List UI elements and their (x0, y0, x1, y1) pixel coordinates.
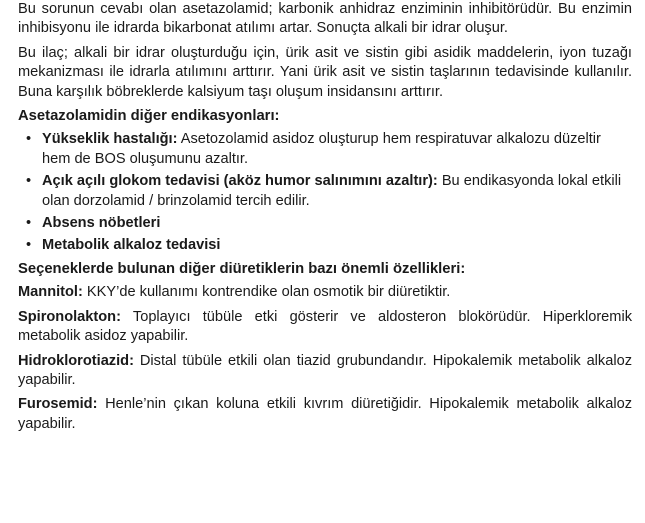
drug-name: Spironolakton: (18, 308, 121, 325)
paragraph-ion-trapping: Bu ilaç; alkali bir idrar oluşturduğu için, ürik asit ve sistin gibi asidik maddelerin, iyon tuzağı mekanizması ile idrarla atılımını arttırır. Yani ürik asit ve sistin taşlarının tedavisinde kullanılır. Buna karşılık böbreklerde kalsiyum taşı oluşum insidansını arttırır. (18, 44, 632, 100)
drug-text: Distal tübüle etkili olan tiazid grubundandır. Hipokalemik metabolik alkaloz yapabilir. (18, 352, 632, 388)
drug-text: Henle’nin çıkan koluna etkili kıvrım diüretiğidir. Hipokalemik metabolik alkaloz yapabilir. (18, 396, 632, 432)
document-page (18, 0, 632, 439)
drug-text: KKY’de kullanımı kontrendike olan osmotik bir diüretiktir. (82, 284, 451, 301)
indications-list (18, 130, 632, 255)
bullet-icon: • (26, 215, 32, 232)
bullet-icon: • (26, 131, 32, 148)
list-item (18, 236, 632, 255)
indications-heading: Asetazolamidin diğer endikasyonları: (18, 108, 280, 125)
drug-text: Toplayıcı tübüle etki gösterir ve aldosteron blokörüdür. Hiperkloremik metabolik asidoz yapabilir. (18, 308, 632, 345)
item-text: Bu endikasyonda lokal etkili olan dorzolamid / brinzolamid tercih edilir. (42, 173, 622, 209)
paragraph-mechanism: Bu sorunun cevabı olan asetazolamid; karbonik anhidraz enziminin inhibitörüdür. Bu enzimin inhibisyonu ile idrarda bikarbonat atılımı artar. Sonuçta alkali bir idrar oluşur. (18, 1, 632, 37)
list-item (18, 214, 632, 233)
list-item (18, 172, 632, 211)
drug-name: Furosemid: (18, 396, 98, 413)
item-title: Absens nöbetleri (42, 215, 161, 232)
drug-entry-mannitol (18, 283, 632, 302)
list-item (18, 130, 632, 169)
drug-entry-hidroklorotiazid (18, 352, 632, 391)
diuretics-heading: Seçeneklerde bulunan diğer diüretiklerin bazı önemli özellikleri: (18, 260, 466, 277)
bullet-icon: • (26, 237, 32, 254)
drug-name: Hidroklorotiazid: (18, 352, 134, 369)
item-title: Metabolik alkaloz tedavisi (42, 237, 221, 254)
item-text: Asetozolamid asidoz oluşturup hem respiratuvar alkalozu düzeltir hem de BOS oluşumunu azaltır. (42, 131, 601, 167)
drug-entry-furosemid (18, 395, 632, 434)
drug-entry-spironolakton (18, 308, 632, 347)
drug-name: Mannitol: (18, 284, 83, 301)
item-title: Yükseklik hastalığı: (42, 131, 178, 148)
item-title: Açık açılı glokom tedavisi (aköz humor salınımını azaltır): (42, 173, 438, 190)
bullet-icon: • (26, 173, 32, 190)
